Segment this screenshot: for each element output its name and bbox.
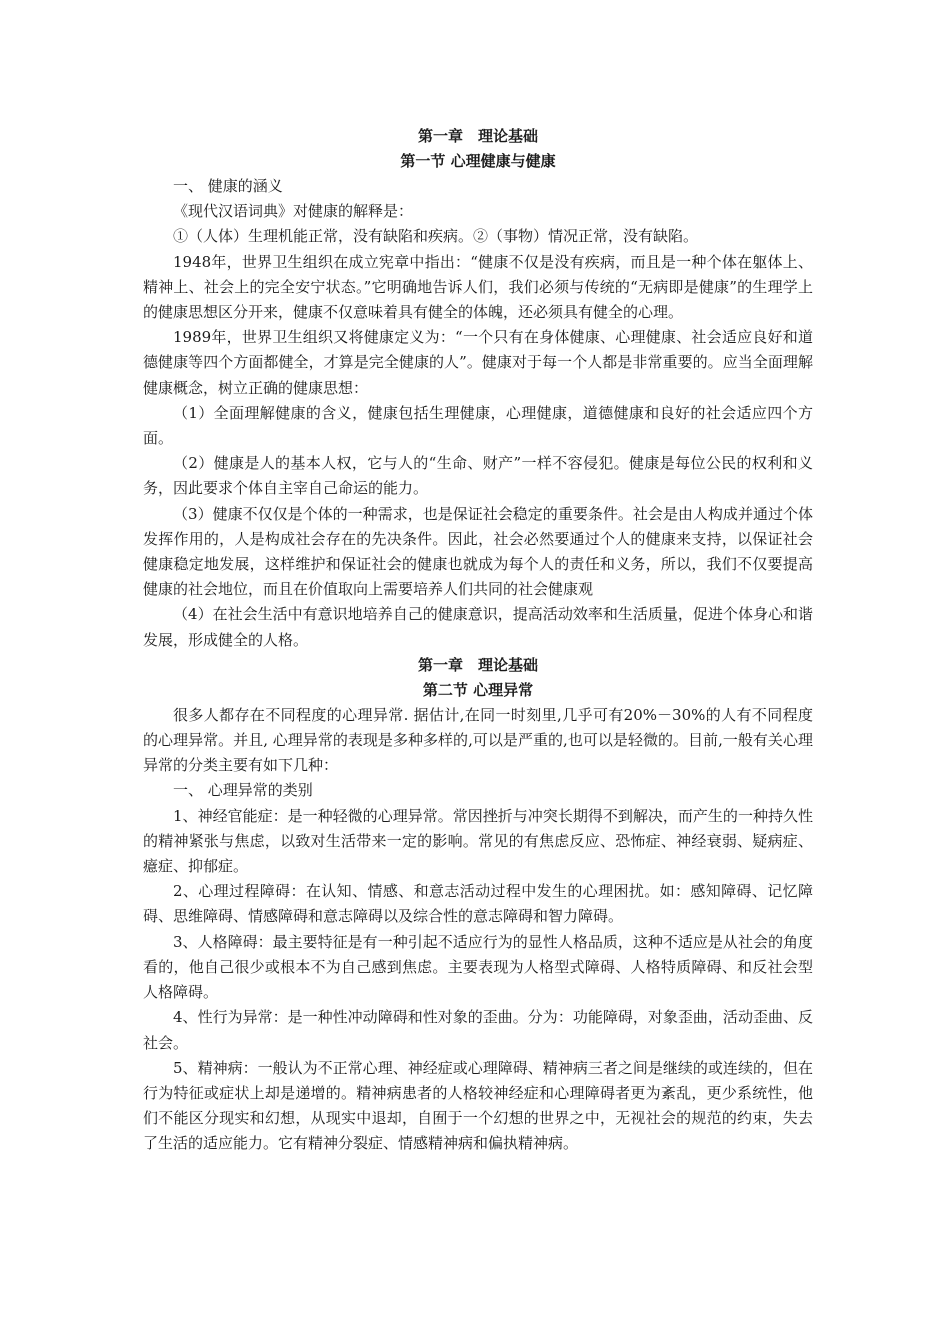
subheading: 一、 健康的涵义: [173, 177, 283, 195]
paragraph: 1948年，世界卫生组织在成立宪章中指出：“健康不仅是没有疾病，而且是一种个体在躯体上、精神上、社会上的完全安宁状态。”它明确地告诉人们，我们必须与传统的“无病即是健康”的生理学上的健康思想区分开来，健康不仅意味着具有健全的体魄，还必须具有健全的心理。: [143, 252, 813, 322]
paragraph: （4）在社会生活中有意识地培养自己的健康意识，提高活动效率和生活质量，促进个体身心和谐发展，形成健全的人格。: [143, 605, 813, 649]
paragraph: 很多人都存在不同程度的心理异常. 据估计,在同一时刻里,几乎可有20%－30%的人有不同程度的心理异常。并且, 心理异常的表现是多种多样的,可以是严重的,也可以是轻微的。目前,一般有关心理异常的分类主要有如下几种：: [143, 705, 813, 775]
list-item: 4、性行为异常：是一种性冲动障碍和性对象的歪曲。分为：功能障碍，对象歪曲，活动歪曲、反社会。: [143, 1008, 813, 1052]
list-item: 2、心理过程障碍：在认知、情感、和意志活动过程中发生的心理困扰。如：感知障碍、记忆障碍、思维障碍、情感障碍和意志障碍以及综合性的意志障碍和智力障碍。: [143, 882, 813, 926]
list-item: 5、精神病：一般认为不正常心理、神经症或心理障碍、精神病三者之间是继续的或连续的，但在行为特征或症状上却是递增的。精神病患者的人格较神经症和心理障碍者更为紊乱，更少系统性，他们不能区分现实和幻想，从现实中退却，自囿于一个幻想的世界之中，无视社会的规范的约束，失去了生活的适应能力。它有精神分裂症、情感精神病和偏执精神病。: [143, 1058, 813, 1153]
list-item: 1、神经官能症：是一种轻微的心理异常。常因挫折与冲突长期得不到解决，而产生的一种持久性的精神紧张与焦虑，以致对生活带来一定的影响。常见的有焦虑反应、恐怖症、神经衰弱、疑病症、癔症、抑郁症。: [143, 806, 813, 876]
list-item: 3、人格障碍：最主要特征是有一种引起不适应行为的显性人格品质，这种不适应是从社会的角度看的，他自己很少或根本不为自己感到焦虑。主要表现为人格型式障碍、人格特质障碍、和反社会型人格障碍。: [143, 932, 813, 1002]
section-title: 第一节 心理健康与健康: [400, 152, 556, 170]
paragraph: 《现代汉语词典》对健康的解释是：: [173, 202, 414, 221]
paragraph: ①（人体）生理机能正常，没有缺陷和疾病。②（事物）情况正常，没有缺陷。: [173, 227, 699, 246]
subheading: 一、 心理异常的类别: [173, 781, 313, 800]
paragraph: 1989年，世界卫生组织又将健康定义为：“一个只有在身体健康、心理健康、社会适应良好和道德健康等四个方面都健全，才算是完全健康的人”。健康对于每一个人都是非常重要的。应当全面理解健康概念，树立正确的健康思想：: [143, 328, 813, 397]
chapter-title: 第一章 理论基础: [417, 127, 538, 145]
document-page: [143, 124, 813, 1157]
paragraph: （3）健康不仅仅是个体的一种需求，也是保证社会稳定的重要条件。社会是由人构成并通过个体发挥作用的，人是构成社会存在的先决条件。因此，社会必然要通过个人的健康来支持，以保证社会健康稳定地发展，这样维护和保证社会的健康也就成为每个人的责任和义务，所以，我们不仅要提高健康的社会地位，而且在价值取向上需要培养人们共同的社会健康观: [143, 504, 813, 599]
chapter-title: 第一章 理论基础: [417, 655, 538, 674]
paragraph: （2）健康是人的基本人权，它与人的“生命、财产”一样不容侵犯。健康是每位公民的权利和义务，因此要求个体自主宰自己命运的能力。: [143, 454, 813, 498]
paragraph: （1）全面理解健康的含义，健康包括生理健康，心理健康，道德健康和良好的社会适应四个方面。: [143, 403, 813, 448]
section-title: 第二节 心理异常: [422, 680, 534, 699]
